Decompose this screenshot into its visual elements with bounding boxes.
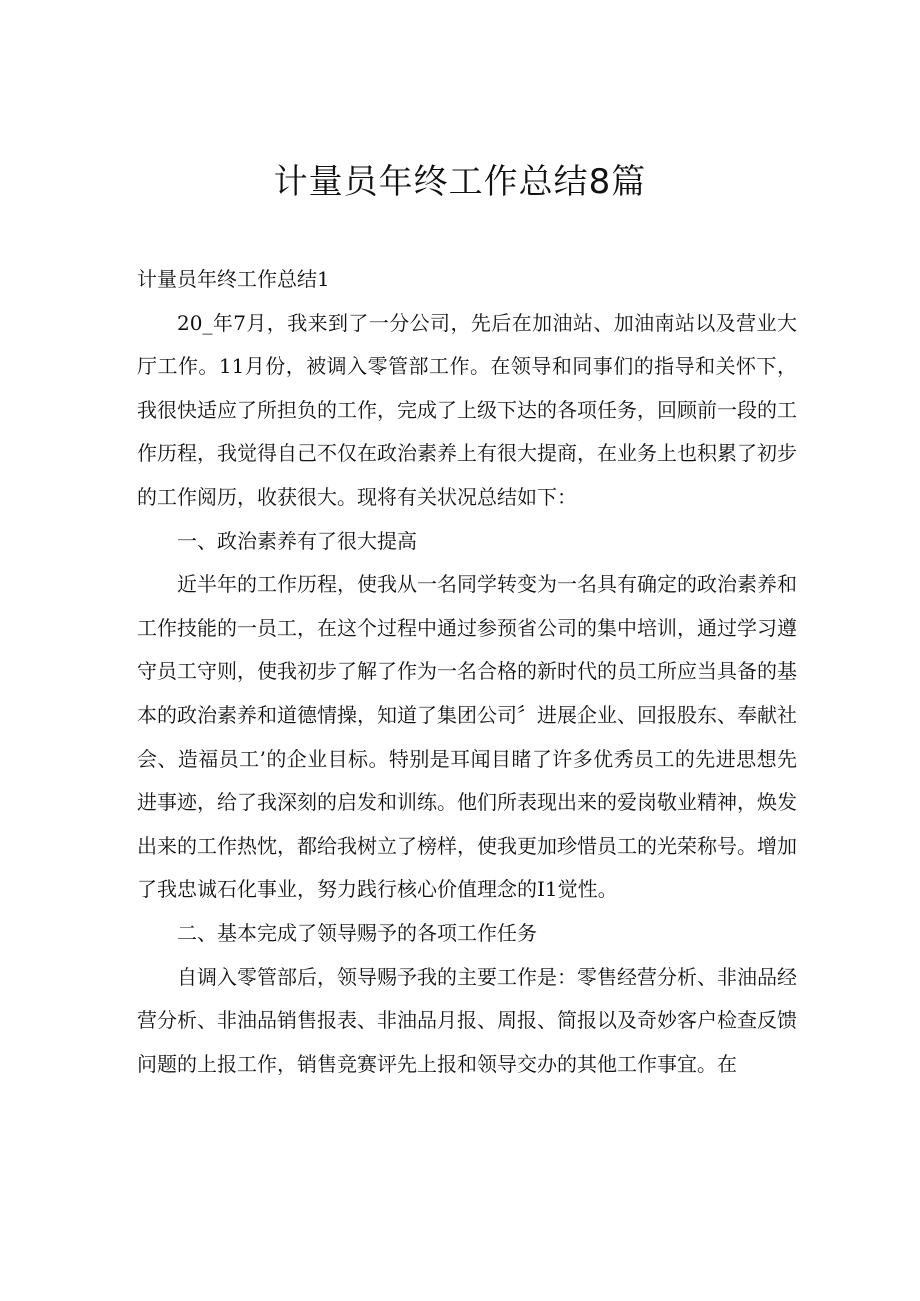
document-body — [137, 258, 797, 1086]
heading-political-quality: 一、政治素养有了很大提高 — [177, 528, 417, 553]
paragraph-intro: 20_年7月，我来到了一分公司，先后在加油站、加油南站以及营业大厅工作。11月份，被调入零管部工作。在领导和同事们的指导和关怀下，我很快适应了所担负的工作，完成了上级下达的各项任务，回顾前一段的工作历程，我觉得自己不仅在政治素养上有很大提商，在业务上也积累了初步的工作阅历，收获很大。现将有关状况总结如下： — [137, 310, 797, 509]
heading-work-tasks: 二、基本完成了领导赐予的各项工作任务 — [177, 920, 537, 945]
paragraph-work-tasks: 自调入零管部后，领导赐予我的主要工作是：零售经营分析、非油品经营分析、非油品销售报表、非油品月报、周报、简报以及奇妙客户检查反馈问题的上报工作，销售竞赛评先上报和领导交办的其他工作事宜。在 — [137, 964, 797, 1076]
document-title: 计量员年终工作总结8篇 — [273, 162, 647, 202]
section-heading: 计量员年终工作总结1 — [137, 267, 330, 291]
paragraph-political-quality: 近半年的工作历程，使我从一名同学转变为一名具有确定的政治素养和工作技能的一员工，在这个过程中通过参预省公司的集中培训，通过学习遵守员工守则，使我初步了解了作为一名合格的新时代的员工所应当具备的基本的政治素养和道德情操，知道了集团公司〞进展企业、回报股东、奉献社会、造福员工’的企业目标。特别是耳闻目睹了许多优秀员工的先进思想先进事迹，给了我深刻的启发和训练。他们所表现出来的爱岗敬业精神，焕发出来的工作热忱，都给我树立了榜样，使我更加珍惜员工的光荣称号。增加了我忠诚石化事业，努力践行核心价值理念的I1觉性。 — [137, 572, 797, 902]
